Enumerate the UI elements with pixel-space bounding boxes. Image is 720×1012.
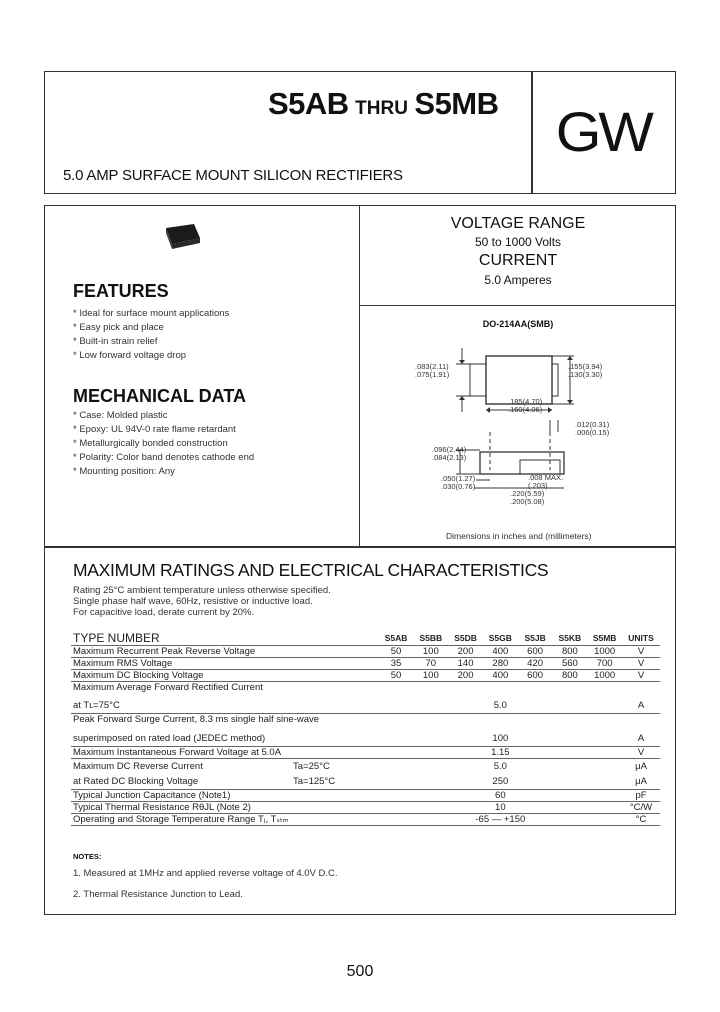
table-row: Maximum DC Reverse Current Ta=25°C 5.0 μA xyxy=(73,761,647,772)
mechanical-list xyxy=(73,409,254,479)
dim-top: .083(2.11) .075(1.91) xyxy=(415,362,450,379)
col-units: UNITS xyxy=(622,631,660,646)
notes-heading: NOTES: xyxy=(73,852,102,861)
dim-right: .155(3.94) .130(3.30) xyxy=(568,362,603,379)
part-title xyxy=(268,86,499,122)
list-item: * Metallurgically bonded construction xyxy=(73,438,228,449)
thru-label: THRU xyxy=(355,98,408,119)
list-item: * Built-in strain relief xyxy=(73,336,158,347)
voltage-range-value: 50 to 1000 Volts xyxy=(474,235,562,249)
table-row: Operating and Storage Temperature Range Tⱼ, Tₛₜₘ -65 — +150 °C xyxy=(71,814,660,826)
ratings-table xyxy=(71,631,660,826)
table-row: Typical Thermal Resistance RθJL (Note 2) 10 °C/W xyxy=(71,802,660,814)
dim-overall: .220(5.59) .200(5.08) xyxy=(510,489,545,506)
package-name: DO-214AA(SMB) xyxy=(482,319,554,329)
features-heading: FEATURES xyxy=(73,281,169,301)
current-value: 5.0 Amperes xyxy=(484,273,552,287)
col-s5ab: S5AB xyxy=(379,631,414,646)
subtitle: 5.0 AMP SURFACE MOUNT SILICON RECTIFIERS xyxy=(63,167,403,184)
note-2: 2. Thermal Resistance Junction to Lead. xyxy=(73,889,243,900)
conditions-text: Rating 25°C ambient temperature unless otherwise specified. Single phase half wave, 60Hz, resistive or inductive load. For capacitive load, derate current by 20%. xyxy=(73,585,331,618)
ratings-divider-h xyxy=(359,305,676,306)
dim-height: .096(2.44) .084(2.13) xyxy=(432,445,467,462)
table-row: Maximum RMS Voltage 35 70 140 280 420 560 700 V xyxy=(71,658,660,670)
table-row: Maximum DC Blocking Voltage 50 100 200 400 600 800 1000 V xyxy=(71,670,660,682)
mechanical-heading: MECHANICAL DATA xyxy=(73,386,246,406)
col-s5jb: S5JB xyxy=(518,631,553,646)
characteristics-heading: MAXIMUM RATINGS AND ELECTRICAL CHARACTERISTICS xyxy=(73,560,549,580)
dim-lead-thick: .012(0.31) .006(0.15) xyxy=(575,420,610,437)
table-row: at Rated DC Blocking Voltage Ta=125°C 250 μA xyxy=(71,774,660,790)
dim-lead-len: .050(1.27) .030(0.76) xyxy=(441,474,476,491)
list-item: * Easy pick and place xyxy=(73,322,164,333)
dim-caption: Dimensions in inches and (millimeters) xyxy=(446,531,592,541)
table-row: Typical Junction Capacitance (Note1) 60 pF xyxy=(71,790,660,802)
table-header-row xyxy=(71,631,660,646)
voltage-range-title: VOLTAGE RANGE xyxy=(450,215,586,232)
table-row: at Tʟ=75°C 5.0 A xyxy=(71,698,660,714)
col-s5mb: S5MB xyxy=(587,631,622,646)
chip-image xyxy=(160,222,204,252)
table-row: Maximum Average Forward Rectified Current xyxy=(73,682,263,693)
part-to: S5MB xyxy=(414,86,499,121)
list-item: * Epoxy: UL 94V-0 rate flame retardant xyxy=(73,424,236,435)
features-list xyxy=(73,307,229,363)
list-item: * Low forward voltage drop xyxy=(73,350,187,361)
list-item: * Mounting position: Any xyxy=(73,466,175,477)
dim-max: .008 MAX. (.203) xyxy=(528,473,564,490)
note-1: 1. Measured at 1MHz and applied reverse voltage of 4.0V D.C. xyxy=(73,868,338,879)
list-item: * Ideal for surface mount applications xyxy=(73,308,230,319)
col-s5kb: S5KB xyxy=(552,631,587,646)
table-row: Maximum Instantaneous Forward Voltage at 5.0A 1.15 V xyxy=(71,747,660,759)
logo: GW xyxy=(555,100,651,163)
table-row: superimposed on rated load (JEDEC method) 100 A xyxy=(71,731,660,747)
page-number: 500 xyxy=(346,963,374,980)
table-row: Peak Forward Surge Current, 8.3 ms single half sine-wave xyxy=(73,714,320,725)
part-from: S5AB xyxy=(268,86,349,121)
dim-width: .185(4.70) .160(4.06) xyxy=(508,397,543,414)
col-s5gb: S5GB xyxy=(483,631,518,646)
col-s5bb: S5BB xyxy=(413,631,448,646)
table-row: Maximum Recurrent Peak Reverse Voltage 50 100 200 400 600 800 1000 V xyxy=(71,646,660,658)
list-item: * Polarity: Color band denotes cathode end xyxy=(73,452,255,463)
col-type: TYPE NUMBER xyxy=(71,631,379,646)
col-s5db: S5DB xyxy=(448,631,483,646)
current-title: CURRENT xyxy=(478,252,558,269)
list-item: * Case: Molded plastic xyxy=(73,410,168,421)
ratings-text xyxy=(360,214,676,288)
